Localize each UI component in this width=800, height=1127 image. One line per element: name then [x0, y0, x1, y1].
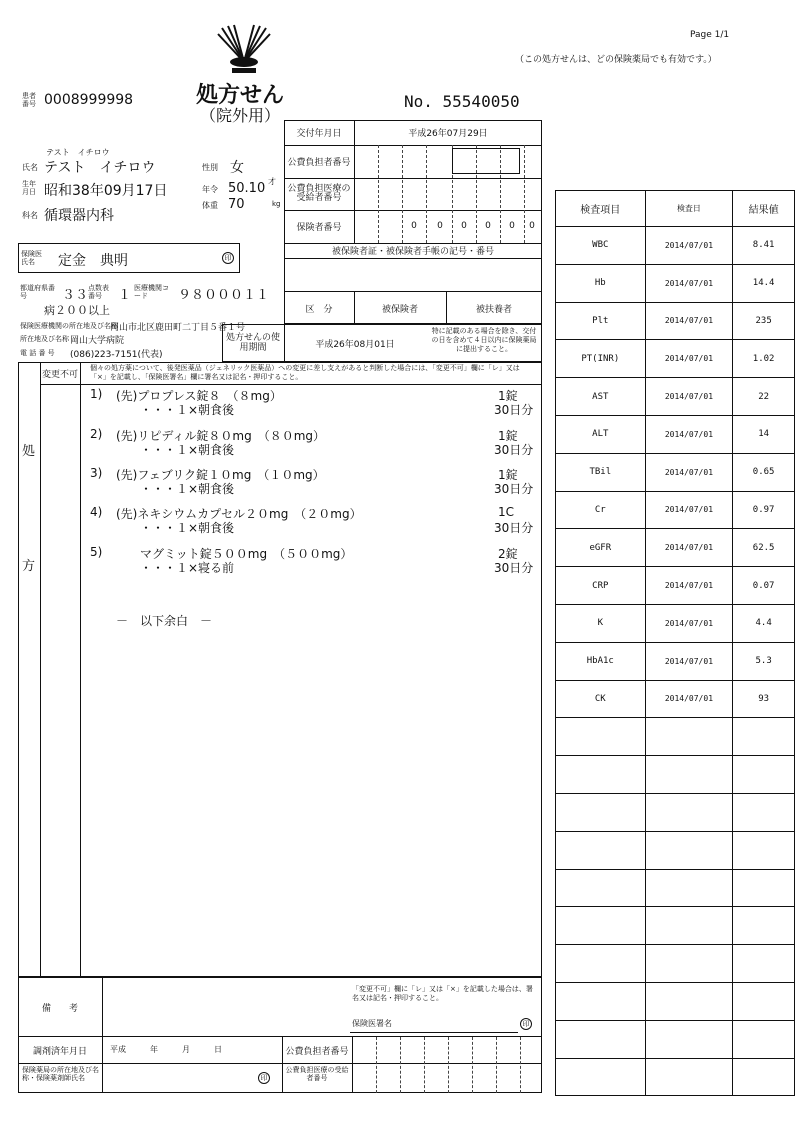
pref-code: ３３	[62, 288, 89, 303]
lab-date: 2014/07/01	[645, 491, 733, 529]
tel-label: 電 話 番 号	[20, 349, 55, 357]
empty-cell	[733, 869, 795, 907]
patient-age: 50.10	[228, 181, 266, 196]
dept-label: 科名	[22, 211, 38, 220]
rx-item-qty: 2錠	[498, 547, 518, 561]
patient-sex: 女	[230, 160, 244, 176]
table-row-empty	[556, 793, 795, 831]
empty-cell	[645, 718, 733, 756]
lab-value: 4.4	[733, 604, 795, 642]
lab-date: 2014/07/01	[645, 604, 733, 642]
lab-item: ALT	[556, 415, 646, 453]
empty-cell	[556, 945, 646, 983]
empty-cell	[733, 718, 795, 756]
table-row	[556, 302, 795, 340]
form-title: 処方せん	[196, 83, 285, 108]
empty-cell	[645, 945, 733, 983]
column-header: 結果値	[733, 191, 795, 227]
table-row-empty	[556, 982, 795, 1020]
table-row	[556, 680, 795, 718]
lab-date: 2014/07/01	[645, 680, 733, 718]
empty-cell	[645, 869, 733, 907]
lab-date: 2014/07/01	[645, 642, 733, 680]
form-subtitle: （院外用）	[200, 106, 281, 125]
patient-name: テスト イチロウ	[44, 160, 156, 176]
table-row	[556, 604, 795, 642]
empty-cell	[645, 756, 733, 794]
lab-value: 62.5	[733, 529, 795, 567]
card-number-label: 被保険者証・被保険者手帳の記号・番号	[331, 247, 494, 257]
doctor-box	[18, 243, 240, 273]
table-row-empty	[556, 1058, 795, 1096]
lab-date: 2014/07/01	[645, 264, 733, 302]
rx-item-days: 30日分	[494, 482, 534, 496]
table-header-row	[556, 191, 795, 227]
lab-date: 2014/07/01	[645, 529, 733, 567]
rx-item-qty: 1錠	[498, 468, 518, 482]
rx-item-usage: ・・・１×朝食後	[140, 521, 235, 535]
issue-date-label: 交付年月日	[296, 129, 342, 139]
page-number: Page 1/1	[690, 30, 730, 40]
rx-item-no: 1)	[90, 387, 103, 401]
lab-date: 2014/07/01	[645, 227, 733, 265]
insurer-digit: 0	[411, 221, 417, 231]
rx-end-mark: － 以下余白 －	[116, 614, 213, 628]
doctor-label: 保険医氏名	[21, 250, 42, 266]
empty-cell	[556, 756, 646, 794]
table-row	[556, 491, 795, 529]
institution-beds: 病２００以上	[44, 304, 110, 317]
pref-code-label: 都道府県番号	[20, 284, 55, 300]
remarks-label: 備 考	[41, 1003, 78, 1014]
public-payer-label: 公費負担者番号	[287, 158, 351, 168]
lab-value: 0.65	[733, 453, 795, 491]
rx-item-name: (先)プロプレス錠８ （８mg）	[116, 389, 282, 403]
table-row-empty	[556, 718, 795, 756]
rx-side-label: 処	[22, 444, 36, 459]
lab-date: 2014/07/01	[645, 415, 733, 453]
period-label: 処方せんの使用期間	[225, 333, 280, 353]
table-row	[556, 453, 795, 491]
rx-item-qty: 1錠	[498, 389, 518, 403]
table-code-label: 点数表番号	[88, 284, 109, 300]
empty-cell	[556, 907, 646, 945]
rx-item-days: 30日分	[494, 521, 534, 535]
public-recipient-label: 公費負担医療の受給者番号	[287, 184, 351, 203]
empty-cell	[645, 793, 733, 831]
age-label: 年令	[202, 185, 218, 194]
table-row	[556, 415, 795, 453]
pharmacy-seal: 印	[258, 1072, 270, 1084]
rx-notice: 個々の処方薬について、後発医薬品（ジェネリック医薬品）への変更に差し支えがあると判断した場合には、「変更不可」欄に「レ」又は「×」を記載し、「保険医署名」欄に署名又は記名・押印すること。	[90, 364, 520, 381]
weight-unit: kg	[272, 200, 281, 208]
change-not-allowed-label: 変更不可	[41, 369, 78, 380]
inst-code-label: 医療機関コード	[134, 284, 169, 300]
empty-cell	[733, 831, 795, 869]
pharmacy-label: 保険薬局の所在地及び名称・保険薬剤師氏名	[22, 1066, 99, 1082]
prescription-area	[18, 362, 542, 977]
patient-id: 0008999998	[44, 92, 134, 108]
rx-item-usage: ・・・１×朝食後	[140, 482, 235, 496]
patient-id-label: 患者番号	[22, 92, 36, 108]
inst-code: ９８０００１１	[178, 288, 270, 303]
empty-cell	[733, 756, 795, 794]
rx-item-no: 3)	[90, 466, 103, 480]
table-row-empty	[556, 756, 795, 794]
rx-item-no: 4)	[90, 505, 103, 519]
institution-address-label: 保険医療機関の所在地及び名称	[20, 322, 118, 330]
category-dependent: 被扶養者	[475, 304, 512, 315]
lab-item: TBil	[556, 453, 646, 491]
doctor-name: 定金 典明	[58, 253, 128, 269]
empty-cell	[645, 831, 733, 869]
rx-item-days: 30日分	[494, 443, 534, 457]
lab-item: HbA1c	[556, 642, 646, 680]
lab-value: 8.41	[733, 227, 795, 265]
empty-cell	[645, 907, 733, 945]
table-row-empty	[556, 945, 795, 983]
empty-cell	[733, 793, 795, 831]
category-label: 区 分	[305, 304, 333, 315]
lab-date: 2014/07/01	[645, 340, 733, 378]
rx-item-usage: ・・・１×寝る前	[140, 561, 235, 575]
lab-item: K	[556, 604, 646, 642]
rx-item-no: 2)	[90, 427, 103, 441]
patient-weight: 70	[228, 197, 245, 212]
insurer-digit: 0	[509, 221, 515, 231]
column-header: 検査項目	[556, 191, 646, 227]
rx-item-name: (先)ネキシウムカプセル２０mg （２０mg）	[116, 507, 362, 521]
patient-furigana: テスト イチロウ	[46, 148, 110, 157]
empty-cell	[556, 869, 646, 907]
table-row	[556, 378, 795, 416]
prescription-number: No. 55540050	[404, 92, 520, 111]
rx-item-name: マグミット錠５００mg （５００mg）	[116, 547, 353, 561]
table-row-empty	[556, 1020, 795, 1058]
age-unit: 才	[268, 177, 276, 186]
lab-item: eGFR	[556, 529, 646, 567]
lab-value: 0.07	[733, 567, 795, 605]
lab-item: AST	[556, 378, 646, 416]
empty-cell	[645, 982, 733, 1020]
doctor-seal: 印	[222, 252, 234, 264]
lab-date: 2014/07/01	[645, 567, 733, 605]
lab-results-table	[555, 190, 795, 1096]
lab-empty-rows	[556, 718, 795, 1096]
period-date: 平成26年08月01日	[315, 339, 395, 350]
patient-birth: 昭和38年09月17日	[44, 183, 168, 199]
category-insured: 被保険者	[381, 304, 418, 315]
hospital-logo	[214, 22, 274, 74]
lab-item: Hb	[556, 264, 646, 302]
empty-cell	[556, 831, 646, 869]
rx-item-qty: 1C	[498, 505, 515, 519]
empty-cell	[733, 982, 795, 1020]
footer-public-recipient-label: 公費負担医療の受給者番号	[285, 1066, 349, 1082]
institution-tel: (086)223-7151(代表)	[70, 350, 163, 360]
institution-name: 岡山大学病院	[70, 336, 125, 346]
lab-date: 2014/07/01	[645, 302, 733, 340]
table-row-empty	[556, 907, 795, 945]
rx-item-usage: ・・・１×朝食後	[140, 403, 235, 417]
empty-cell	[556, 982, 646, 1020]
empty-cell	[556, 793, 646, 831]
patient-name-label: 氏名	[22, 163, 38, 172]
dispensed-date-label: 調剤済年月日	[32, 1046, 87, 1057]
lab-value: 235	[733, 302, 795, 340]
lab-value: 0.97	[733, 491, 795, 529]
signature-seal: 印	[520, 1018, 532, 1030]
dispensed-date: 平成 年 月 日	[110, 1045, 222, 1054]
lab-item: CRP	[556, 567, 646, 605]
remarks-note: 「変更不可」欄に「レ」又は「×」を記載した場合は、署名又は記名・押印すること。	[352, 985, 533, 1002]
empty-cell	[733, 907, 795, 945]
lab-date: 2014/07/01	[645, 453, 733, 491]
table-row	[556, 227, 795, 265]
insurer-digit: 0	[437, 221, 443, 231]
empty-cell	[556, 1020, 646, 1058]
signature-label: 保険医署名	[352, 1019, 392, 1028]
rx-item-qty: 1錠	[498, 429, 518, 443]
lab-item: WBC	[556, 227, 646, 265]
empty-cell	[733, 945, 795, 983]
table-row	[556, 642, 795, 680]
insurer-digit: 0	[529, 221, 535, 231]
rx-item-name: (先)フェブリク錠１０mg （１０mg）	[116, 468, 325, 482]
lab-item: PT(INR)	[556, 340, 646, 378]
empty-cell	[556, 1058, 646, 1096]
lab-item: CK	[556, 680, 646, 718]
table-code: １	[118, 288, 132, 303]
period-note: 特に記載のある場合を除き、交付の日を含めて４日以内に保険薬局に提出すること。	[431, 327, 537, 353]
birth-label: 生年月日	[22, 180, 36, 196]
issue-date: 平成26年07月29日	[408, 129, 488, 139]
institution-address: 岡山市北区鹿田町二丁目５番１号	[110, 323, 246, 333]
lab-value: 93	[733, 680, 795, 718]
validity-note: （この処方せんは、どの保険薬局でも有効です。）	[515, 55, 717, 65]
rx-item-days: 30日分	[494, 561, 534, 575]
weight-label: 体重	[202, 201, 218, 210]
table-row	[556, 529, 795, 567]
table-row	[556, 567, 795, 605]
lab-value: 14	[733, 415, 795, 453]
footer-public-payer-label: 公費負担者番号	[285, 1046, 349, 1057]
empty-cell	[645, 1020, 733, 1058]
empty-cell	[556, 718, 646, 756]
table-row-empty	[556, 831, 795, 869]
rx-item-usage: ・・・１×朝食後	[140, 443, 235, 457]
sex-label: 性別	[202, 163, 218, 172]
insurer-digit: 0	[485, 221, 491, 231]
rx-item-no: 5)	[90, 545, 103, 559]
empty-cell	[733, 1058, 795, 1096]
empty-cell	[645, 1058, 733, 1096]
column-header: 検査日	[645, 191, 733, 227]
rx-item-days: 30日分	[494, 403, 534, 417]
insurer-digit: 0	[461, 221, 467, 231]
empty-cell	[733, 1020, 795, 1058]
lab-value: 22	[733, 378, 795, 416]
rx-side-label: 方	[22, 559, 36, 574]
lab-item: Cr	[556, 491, 646, 529]
lab-date: 2014/07/01	[645, 378, 733, 416]
institution-name-label: 所在地及び名称	[20, 335, 69, 343]
insurer-label: 保険者番号	[296, 223, 342, 233]
lab-value: 14.4	[733, 264, 795, 302]
patient-dept: 循環器内科	[44, 208, 114, 224]
table-row	[556, 340, 795, 378]
rx-item-name: (先)リピディル錠８０mg （８０mg）	[116, 429, 326, 443]
table-row-empty	[556, 869, 795, 907]
lab-value: 1.02	[733, 340, 795, 378]
lab-item: Plt	[556, 302, 646, 340]
lab-value: 5.3	[733, 642, 795, 680]
table-row	[556, 264, 795, 302]
